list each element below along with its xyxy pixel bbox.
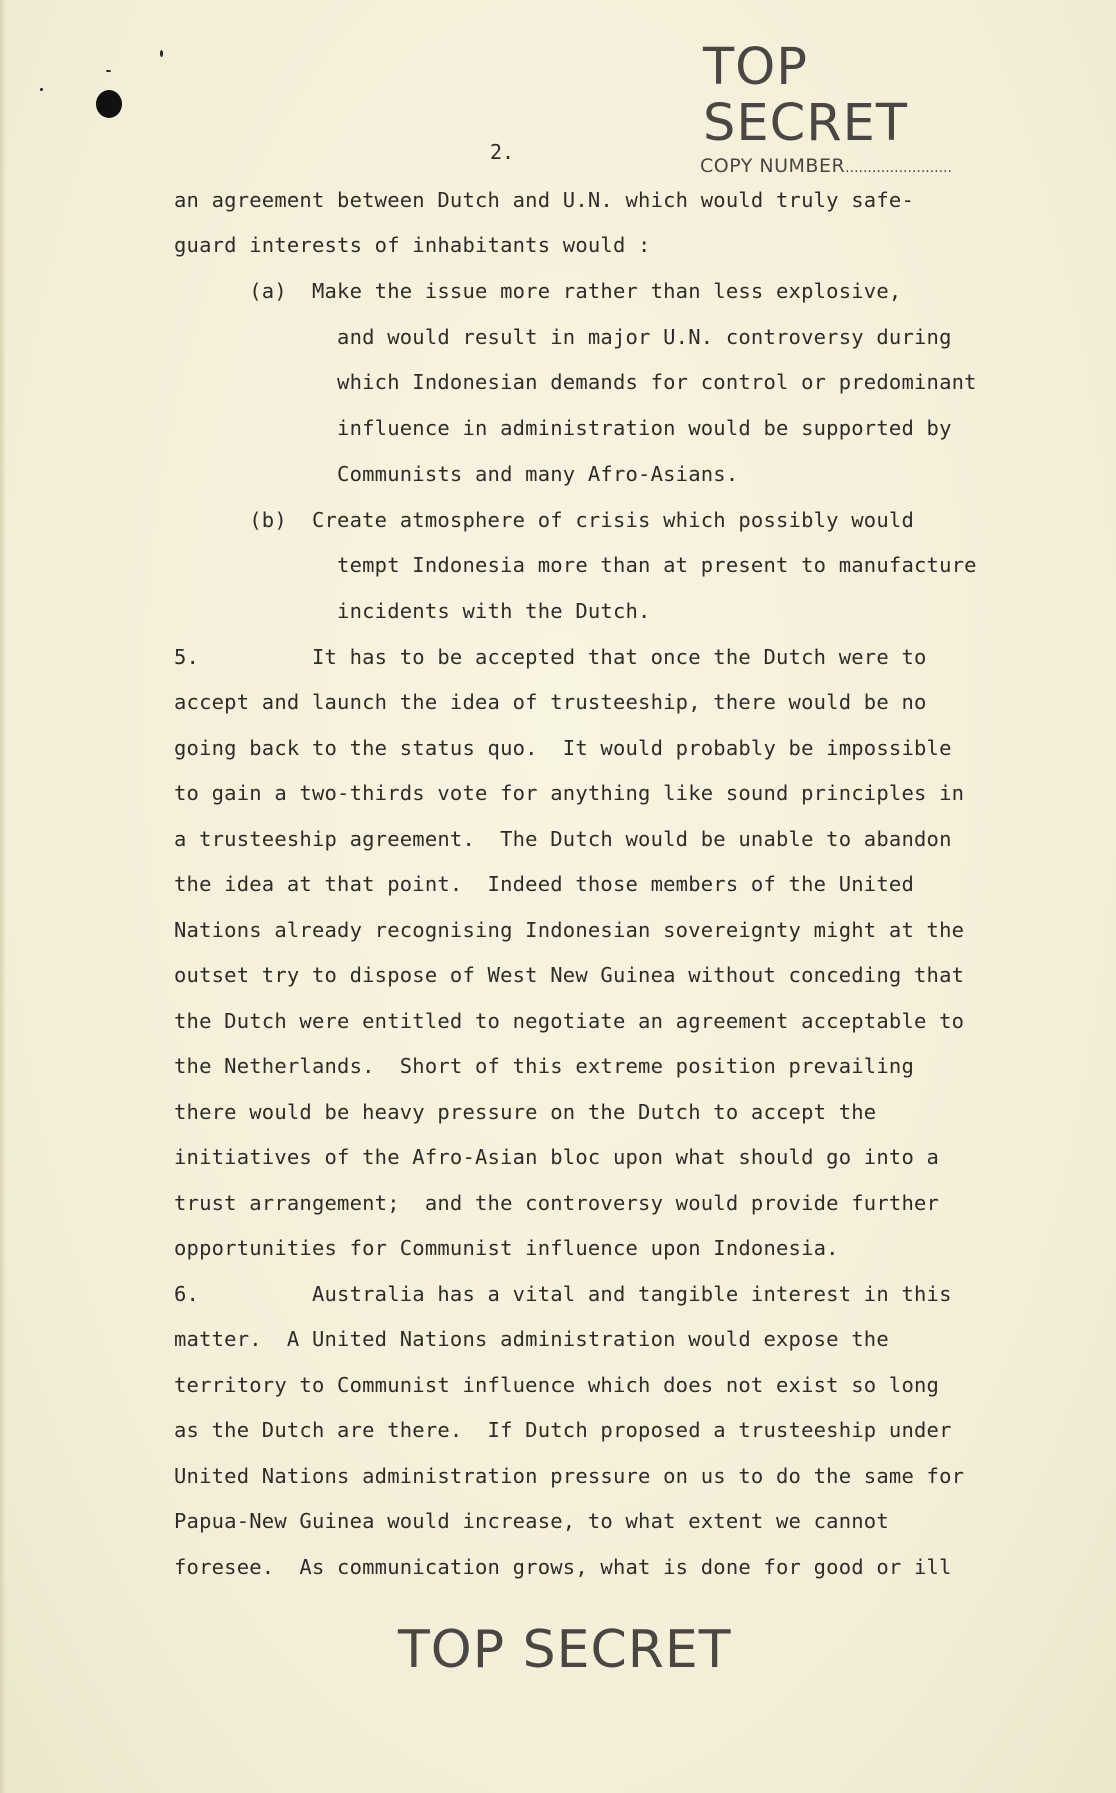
text-line: United Nations administration pressure on us to do the same for: [174, 1464, 965, 1488]
speck-mark: [106, 70, 111, 72]
copy-number-blank: ........................: [845, 160, 952, 176]
text-line: influence in administration would be supported by: [174, 416, 952, 440]
paper-edge-shadow: [0, 0, 6, 1793]
speck-mark: [40, 88, 43, 91]
text-line: tempt Indonesia more than at present to manufacture: [174, 553, 977, 577]
text-line: there would be heavy pressure on the Dutch to accept the: [174, 1100, 877, 1124]
classification-header: [700, 40, 1020, 180]
text-line: trust arrangement; and the controversy would provide further: [174, 1191, 940, 1215]
punch-hole: [96, 90, 122, 118]
text-line: (b) Create atmosphere of crisis which possibly would: [174, 508, 914, 532]
page-number: 2.: [490, 140, 515, 164]
text-line: Papua-New Guinea would increase, to what extent we cannot: [174, 1509, 889, 1533]
text-line: incidents with the Dutch.: [174, 599, 651, 623]
copy-number-field: [700, 154, 1020, 180]
copy-number-label: COPY NUMBER: [700, 155, 846, 177]
text-line: which Indonesian demands for control or predominant: [174, 370, 977, 394]
text-line: and would result in major U.N. controversy during: [174, 325, 952, 349]
text-line: a trusteeship agreement. The Dutch would be unable to abandon: [174, 827, 952, 851]
classification-stamp-top: TOP SECRET: [703, 38, 909, 153]
text-line: to gain a two-thirds vote for anything like sound principles in: [174, 781, 965, 805]
text-line: 6. Australia has a vital and tangible interest in this: [174, 1282, 952, 1306]
text-line: accept and launch the idea of trusteeship, there would be no: [174, 690, 927, 714]
text-line: foresee. As communication grows, what is done for good or ill: [174, 1555, 952, 1579]
text-line: opportunities for Communist influence upon Indonesia.: [174, 1236, 839, 1260]
text-line: matter. A United Nations administration would expose the: [174, 1327, 889, 1351]
text-line: the Dutch were entitled to negotiate an agreement acceptable to: [174, 1009, 965, 1033]
classification-stamp-bottom: TOP SECRET: [398, 1620, 732, 1680]
text-line: guard interests of inhabitants would :: [174, 233, 651, 257]
text-line: Nations already recognising Indonesian sovereignty might at the: [174, 918, 965, 942]
text-line: Communists and many Afro-Asians.: [174, 462, 739, 486]
text-line: territory to Communist influence which does not exist so long: [174, 1373, 940, 1397]
text-line: 5. It has to be accepted that once the Dutch were to: [174, 645, 927, 669]
text-line: the idea at that point. Indeed those members of the United: [174, 872, 914, 896]
text-line: an agreement between Dutch and U.N. which would truly safe-: [174, 188, 914, 212]
text-line: (a) Make the issue more rather than less explosive,: [174, 279, 902, 303]
text-line: initiatives of the Afro-Asian bloc upon what should go into a: [174, 1145, 940, 1169]
speck-mark: [160, 50, 163, 57]
text-line: as the Dutch are there. If Dutch proposed a trusteeship under: [174, 1418, 952, 1442]
text-line: outset try to dispose of West New Guinea without conceding that: [174, 963, 965, 987]
text-line: going back to the status quo. It would probably be impossible: [174, 736, 952, 760]
text-line: the Netherlands. Short of this extreme position prevailing: [174, 1054, 914, 1078]
